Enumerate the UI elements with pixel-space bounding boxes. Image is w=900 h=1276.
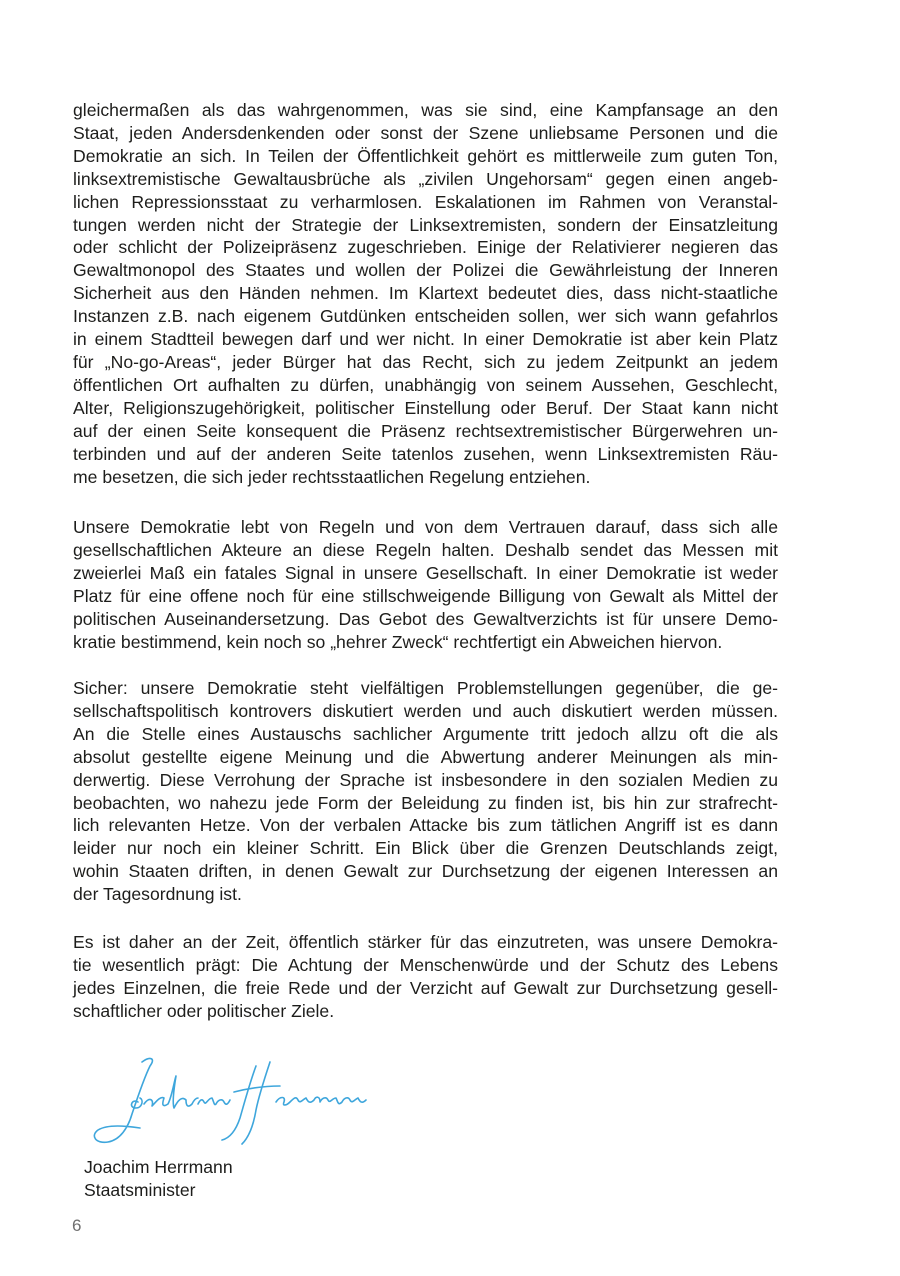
text-line: lichen Repressionsstaat zu verharmlosen. Eskalationen im Rahmen von Veranstal-: [73, 191, 778, 212]
signatory-title: Staatsminister: [84, 1180, 196, 1200]
text-line: linksextremistische Gewaltausbrüche als „zivilen Ungehorsam“ gegen einen angeb-: [73, 168, 778, 189]
signature-stroke-oachim: [132, 1076, 230, 1108]
text-line: Sicher: unsere Demokratie steht vielfältigen Problemstellungen gegenüber, die ge-: [73, 678, 778, 698]
text-line: Demokratie an sich. In Teilen der Öffentlichkeit gehört es mittlerweile zum guten Ton,: [73, 145, 778, 166]
text-line: schaftlicher oder politischer Ziele.: [73, 1000, 335, 1021]
signatory-name: Joachim Herrmann: [84, 1157, 233, 1177]
text-line: sellschaftspolitisch kontrovers diskutiert werden und auch diskutiert werden müssen.: [73, 700, 778, 721]
text-line: absolut gestellte eigene Meinung und die Abwertung anderer Meinungen als min-: [73, 746, 778, 767]
text-line: in einem Stadtteil bewegen darf und wer nicht. In einer Demokratie ist aber kein Platz: [73, 329, 778, 350]
page-number: 6: [72, 1216, 82, 1235]
text-line: me besetzen, die sich jeder rechtsstaatlichen Regelung entziehen.: [73, 466, 591, 487]
text-line: oder schlicht der Polizeipräsenz zugeschrieben. Einige der Relativierer negieren das: [73, 237, 778, 258]
text-line: kratie bestimmend, kein noch so „hehrer Zweck“ rechtfertigt ein Abweichen hiervon.: [73, 631, 723, 652]
text-line: Es ist daher an der Zeit, öffentlich stärker für das einzutreten, was unsere Demokra-: [73, 932, 778, 952]
text-line: Staat, jeden Andersdenkenden oder sonst der Szene unliebsame Personen und die: [73, 122, 778, 143]
text-line: für „No-go-Areas“, jeder Bürger hat das Recht, sich zu jedem Zeitpunkt an jedem: [73, 351, 778, 372]
text-line: wohin Staaten driften, in denen Gewalt zur Durchsetzung der eigenen Interessen an: [73, 861, 778, 882]
text-line: tungen werden nicht der Strategie der Linksextremisten, sondern der Einsatzleitung: [73, 214, 778, 235]
text-line: Unsere Demokratie lebt von Regeln und von dem Vertrauen darauf, dass sich alle: [73, 517, 778, 537]
body-paragraph-4: [73, 931, 778, 1023]
text-line: gesellschaftlichen Akteure an diese Regeln halten. Deshalb sendet das Messen mit: [73, 539, 778, 560]
text-line: jedes Einzelnen, die freie Rede und der Verzicht auf Gewalt zur Durchsetzung gesell-: [73, 977, 778, 998]
text-line: An die Stelle eines Austauschs sachlicher Argumente tritt jedoch allzu oft die als: [73, 723, 778, 744]
text-line: beobachten, wo nahezu jede Form der Beleidung zu finden ist, bis hin zur strafrecht-: [73, 792, 778, 813]
text-line: politischen Auseinandersetzung. Das Gebot des Gewaltverzichts ist für unsere Demo-: [73, 608, 778, 629]
text-line: Instanzen z.B. nach eigenem Gutdünken entscheiden sollen, wer sich wann gefahrlos: [73, 306, 778, 327]
text-line: tie wesentlich prägt: Die Achtung der Menschenwürde und der Schutz des Lebens: [73, 954, 778, 975]
text-line: derwertig. Diese Verrohung der Sprache ist insbesondere in den sozialen Medien zu: [73, 769, 778, 790]
text-line: gleichermaßen als das wahrgenommen, was sie sind, eine Kampfansage an den: [73, 100, 778, 120]
text-line: Sicherheit aus den Händen nehmen. Im Klartext bedeutet dies, dass nicht-staatliche: [73, 283, 778, 304]
text-line: lich relevanten Hetze. Von der verbalen Attacke bis zum tätlichen Angriff ist es dann: [73, 815, 778, 836]
text-line: Gewaltmonopol des Staates und wollen der Polizei die Gewährleistung der Inneren: [73, 260, 778, 281]
body-paragraph-2: [73, 516, 778, 653]
signature-stroke-h: [222, 1062, 280, 1144]
text-line: öffentlichen Ort aufhalten zu dürfen, unabhängig von seinem Aussehen, Geschlecht,: [73, 374, 778, 395]
handwritten-signature: [80, 1052, 370, 1150]
body-paragraph-1: [73, 99, 778, 488]
text-line: zweierlei Maß ein fatales Signal in unsere Gesellschaft. In einer Demokratie ist weder: [73, 562, 778, 583]
text-line: auf der einen Seite konsequent die Präsenz rechtsextremistischer Bürgerwehren un-: [73, 420, 778, 441]
signature-stroke-errmann: [276, 1097, 366, 1105]
text-line: Alter, Religionszugehörigkeit, politischer Einstellung oder Beruf. Der Staat kann nicht: [73, 397, 778, 418]
signature-stroke-j: [94, 1059, 152, 1143]
signature-strokes: [94, 1059, 366, 1144]
text-line: terbinden und auf der anderen Seite tatenlos zusehen, wenn Linksextremisten Räu-: [73, 443, 778, 464]
text-line: Platz für eine offene noch für eine stillschweigende Billigung von Gewalt als Mittel der: [73, 585, 778, 606]
body-paragraph-3: [73, 677, 778, 906]
text-line: der Tagesordnung ist.: [73, 884, 242, 905]
text-line: leider nur noch ein kleiner Schritt. Ein Blick über die Grenzen Deutschlands zeigt,: [73, 838, 778, 859]
